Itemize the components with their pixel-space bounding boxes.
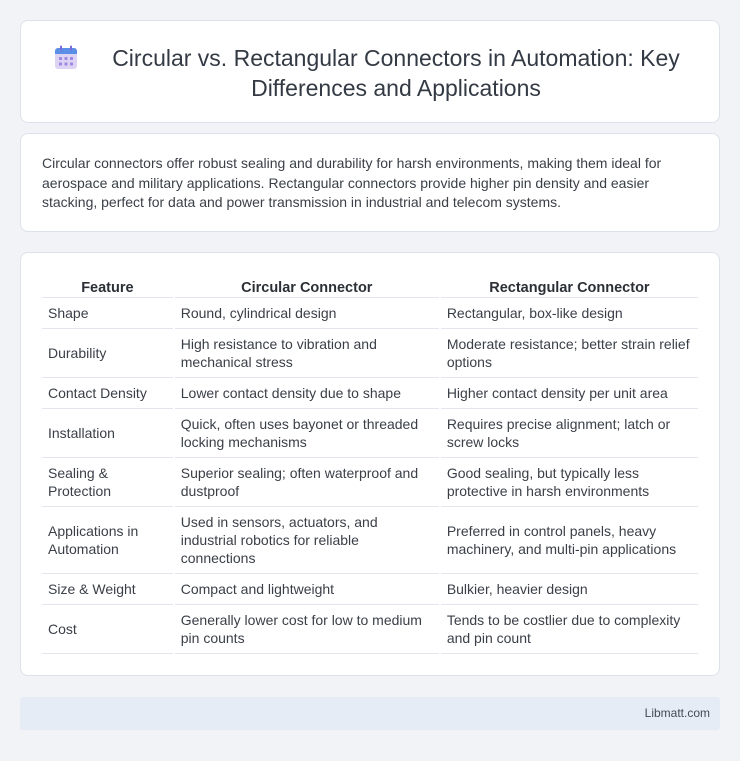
table-row (42, 409, 698, 458)
cell-feature: Contact Density (42, 378, 173, 409)
cell-rectangular: Rectangular, box-like design (441, 298, 698, 329)
cell-feature: Installation (42, 409, 173, 458)
cell-circular: Lower contact density due to shape (175, 378, 439, 409)
cell-circular: Quick, often uses bayonet or threaded locking mechanisms (175, 409, 439, 458)
cell-feature: Applications in Automation (42, 507, 173, 574)
cell-rectangular: Good sealing, but typically less protective in harsh environments (441, 458, 698, 507)
table-row (42, 605, 698, 654)
cell-rectangular: Higher contact density per unit area (441, 378, 698, 409)
comparison-table (42, 274, 698, 654)
intro-paragraph: Circular connectors offer robust sealing and durability for harsh environments, making them ideal for aerospace and military applications. Rectangular connectors provide higher pin density and easier stacking, perfect for data and power transmission in industrial and telecom systems. (42, 155, 662, 210)
title-wrap (21, 43, 719, 103)
cell-rectangular: Bulkier, heavier design (441, 574, 698, 605)
footer-brand: Libmatt.com (644, 706, 710, 720)
table-row (42, 329, 698, 378)
intro-card (20, 133, 720, 232)
cell-circular: Generally lower cost for low to medium pin counts (175, 605, 439, 654)
table-row (42, 507, 698, 574)
cell-feature: Sealing & Protection (42, 458, 173, 507)
cell-circular: Compact and lightweight (175, 574, 439, 605)
cell-circular: Superior sealing; often waterproof and dustproof (175, 458, 439, 507)
cell-rectangular: Tends to be costlier due to complexity and pin count (441, 605, 698, 654)
header-feature: Feature (42, 274, 173, 298)
cell-rectangular: Moderate resistance; better strain relief options (441, 329, 698, 378)
table-row (42, 378, 698, 409)
cell-feature: Shape (42, 298, 173, 329)
cell-feature: Durability (42, 329, 173, 378)
cell-feature: Size & Weight (42, 574, 173, 605)
header-rectangular: Rectangular Connector (441, 274, 698, 298)
cell-circular: High resistance to vibration and mechanical stress (175, 329, 439, 378)
header-circular: Circular Connector (175, 274, 439, 298)
title-card (20, 20, 720, 123)
table-row (42, 574, 698, 605)
page-title: Circular vs. Rectangular Connectors in Automation: Key Differences and Applications (112, 45, 680, 101)
cell-feature: Cost (42, 605, 173, 654)
cell-circular: Used in sensors, actuators, and industrial robotics for reliable connections (175, 507, 439, 574)
cell-rectangular: Requires precise alignment; latch or screw locks (441, 409, 698, 458)
table-header-row (42, 274, 698, 298)
footer (20, 697, 720, 730)
table-row (42, 458, 698, 507)
table-row (42, 298, 698, 329)
cell-circular: Round, cylindrical design (175, 298, 439, 329)
comparison-card (20, 252, 720, 676)
cell-rectangular: Preferred in control panels, heavy machinery, and multi-pin applications (441, 507, 698, 574)
